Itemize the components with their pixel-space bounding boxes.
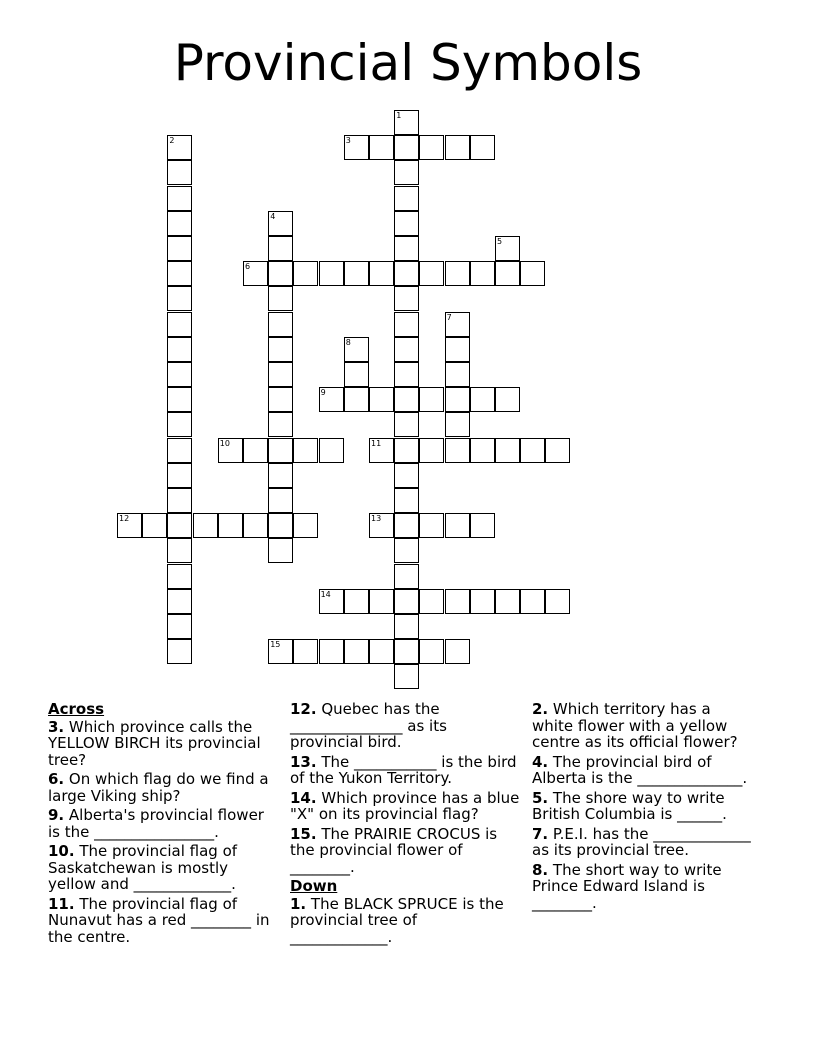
clue-across-13 bbox=[290, 754, 524, 787]
grid-cell[interactable] bbox=[167, 236, 192, 261]
clues-column-2 bbox=[290, 701, 524, 948]
grid-cell[interactable] bbox=[344, 589, 369, 614]
grid-cell[interactable] bbox=[167, 614, 192, 639]
cell-number: 5 bbox=[497, 237, 503, 246]
page-title: Provincial Symbols bbox=[173, 34, 643, 92]
grid-cell[interactable] bbox=[394, 337, 419, 362]
grid-cell[interactable] bbox=[344, 337, 369, 362]
clue-number: 8. bbox=[532, 860, 549, 879]
grid-cell[interactable] bbox=[167, 186, 192, 211]
grid-cell[interactable] bbox=[445, 513, 470, 538]
clue-down-7 bbox=[532, 826, 754, 859]
cell-number: 12 bbox=[119, 514, 130, 524]
grid-cell[interactable] bbox=[369, 387, 394, 412]
clue-across-6 bbox=[48, 771, 280, 804]
clue-across-10 bbox=[48, 843, 280, 893]
clue-down-5 bbox=[532, 790, 754, 823]
clue-number: 10. bbox=[48, 842, 75, 860]
grid-cell[interactable] bbox=[167, 463, 192, 488]
grid-cell[interactable] bbox=[117, 513, 142, 538]
grid-cell[interactable] bbox=[369, 639, 394, 664]
grid-cell[interactable] bbox=[394, 236, 419, 261]
grid-cell[interactable] bbox=[369, 513, 394, 538]
grid-cell[interactable] bbox=[319, 261, 344, 286]
clue-text: The provincial flag of Saskatchewan is mostly yellow and _____________. bbox=[48, 842, 238, 893]
cell-number: 1 bbox=[396, 111, 402, 120]
clue-across-15 bbox=[290, 826, 524, 876]
clue-across-9 bbox=[48, 807, 280, 840]
clue-text: The PRAIRIE CROCUS is the provincial flower of ________. bbox=[290, 824, 498, 876]
grid-cell[interactable] bbox=[167, 387, 192, 412]
grid-cell[interactable] bbox=[218, 438, 243, 463]
grid-cell[interactable] bbox=[268, 513, 293, 538]
grid-cell[interactable] bbox=[495, 261, 520, 286]
grid-cell[interactable] bbox=[419, 639, 444, 664]
clue-number: 9. bbox=[48, 806, 65, 824]
clue-number: 4. bbox=[532, 752, 549, 771]
clue-text: The BLACK SPRUCE is the provincial tree of _____________. bbox=[290, 894, 504, 946]
grid-cell[interactable] bbox=[319, 438, 344, 463]
grid-cell[interactable] bbox=[495, 387, 520, 412]
clue-number: 3. bbox=[48, 717, 65, 736]
grid-cell[interactable] bbox=[293, 261, 318, 286]
clues-column-1 bbox=[48, 701, 280, 948]
grid-cell[interactable] bbox=[268, 639, 293, 664]
grid-cell[interactable] bbox=[394, 186, 419, 211]
grid-cell[interactable] bbox=[419, 387, 444, 412]
cell-number: 15 bbox=[270, 640, 281, 650]
grid-cell[interactable] bbox=[545, 589, 570, 614]
grid-cell[interactable] bbox=[394, 211, 419, 236]
grid-cell[interactable] bbox=[167, 362, 192, 387]
clue-number: 2. bbox=[532, 700, 549, 718]
grid-cell[interactable] bbox=[394, 639, 419, 664]
grid-cell[interactable] bbox=[243, 438, 268, 463]
grid-cell[interactable] bbox=[167, 639, 192, 664]
grid-cell[interactable] bbox=[495, 236, 520, 261]
grid-cell[interactable] bbox=[394, 614, 419, 639]
grid-cell[interactable] bbox=[293, 639, 318, 664]
grid-cell[interactable] bbox=[167, 286, 192, 311]
grid-cell[interactable] bbox=[344, 135, 369, 160]
grid-cell[interactable] bbox=[319, 387, 344, 412]
grid-cell[interactable] bbox=[243, 513, 268, 538]
clue-text: Which province has a blue "X" on its provincial flag? bbox=[290, 788, 520, 823]
clue-down-4 bbox=[532, 754, 754, 787]
clue-down-2 bbox=[532, 701, 754, 751]
grid-cell[interactable] bbox=[167, 564, 192, 589]
grid-cell[interactable] bbox=[445, 261, 470, 286]
grid-cell[interactable] bbox=[520, 261, 545, 286]
clue-number: 7. bbox=[532, 824, 549, 843]
clue-number: 5. bbox=[532, 788, 549, 807]
grid-cell[interactable] bbox=[445, 362, 470, 387]
grid-cell[interactable] bbox=[445, 387, 470, 412]
grid-cell[interactable] bbox=[394, 589, 419, 614]
clue-number: 1. bbox=[290, 894, 307, 913]
grid-cell[interactable] bbox=[293, 438, 318, 463]
grid-cell[interactable] bbox=[167, 513, 192, 538]
grid-cell[interactable] bbox=[394, 286, 419, 311]
grid-cell[interactable] bbox=[369, 135, 394, 160]
cell-number: 9 bbox=[320, 388, 326, 398]
grid-cell[interactable] bbox=[268, 488, 293, 513]
grid-cell[interactable] bbox=[419, 589, 444, 614]
grid-cell[interactable] bbox=[470, 261, 495, 286]
clue-down-1 bbox=[290, 896, 524, 946]
clue-text: On which flag do we find a large Viking ship? bbox=[48, 770, 269, 805]
clue-down-8 bbox=[532, 862, 754, 912]
clue-text: The provincial flag of Nunavut has a red ________ in the centre. bbox=[48, 894, 270, 946]
clue-across-12 bbox=[290, 701, 524, 751]
grid-cell[interactable] bbox=[268, 538, 293, 563]
grid-cell[interactable] bbox=[419, 261, 444, 286]
across-heading: Across bbox=[48, 700, 105, 718]
grid-cell[interactable] bbox=[445, 589, 470, 614]
grid-cell[interactable] bbox=[268, 463, 293, 488]
cell-number: 8 bbox=[345, 337, 351, 347]
clue-text: P.E.I. has the _____________ as its provincial tree. bbox=[532, 824, 751, 859]
clue-text: Which province calls the YELLOW BIRCH its provincial tree? bbox=[48, 717, 261, 769]
cell-number: 11 bbox=[371, 438, 382, 448]
grid-cell[interactable] bbox=[268, 337, 293, 362]
grid-cell[interactable] bbox=[394, 538, 419, 563]
grid-cell[interactable] bbox=[419, 438, 444, 463]
clue-text: The ___________ is the bird of the Yukon Territory. bbox=[290, 752, 517, 787]
grid-cell[interactable] bbox=[394, 110, 419, 135]
grid-cell[interactable] bbox=[344, 261, 369, 286]
grid-cell[interactable] bbox=[520, 438, 545, 463]
clue-text: Quebec has the _______________ as its provincial bird. bbox=[290, 700, 447, 751]
grid-cell[interactable] bbox=[445, 312, 470, 337]
grid-cell[interactable] bbox=[268, 438, 293, 463]
clue-text: The provincial bird of Alberta is the ______________. bbox=[532, 752, 748, 787]
grid-cell[interactable] bbox=[167, 211, 192, 236]
grid-cell[interactable] bbox=[167, 160, 192, 185]
cell-number: 3 bbox=[345, 136, 351, 146]
clue-number: 13. bbox=[290, 752, 317, 771]
grid-cell[interactable] bbox=[470, 513, 495, 538]
cell-number: 14 bbox=[320, 589, 331, 599]
grid-cell[interactable] bbox=[319, 639, 344, 664]
grid-cell[interactable] bbox=[394, 564, 419, 589]
grid-cell[interactable] bbox=[243, 261, 268, 286]
grid-cell[interactable] bbox=[167, 312, 192, 337]
grid-cell[interactable] bbox=[445, 438, 470, 463]
cell-number: 2 bbox=[169, 136, 175, 146]
grid-cell[interactable] bbox=[470, 589, 495, 614]
grid-cell[interactable] bbox=[470, 438, 495, 463]
grid-cell[interactable] bbox=[394, 488, 419, 513]
grid-cell[interactable] bbox=[268, 261, 293, 286]
grid-cell[interactable] bbox=[394, 463, 419, 488]
clue-number: 14. bbox=[290, 788, 317, 807]
clue-across-14 bbox=[290, 790, 524, 823]
clues-column-3 bbox=[532, 701, 754, 914]
grid-cell[interactable] bbox=[344, 362, 369, 387]
grid-cell[interactable] bbox=[268, 286, 293, 311]
grid-cell[interactable] bbox=[268, 387, 293, 412]
grid-cell[interactable] bbox=[268, 211, 293, 236]
cell-number: 6 bbox=[245, 262, 251, 272]
grid-cell[interactable] bbox=[293, 513, 318, 538]
clue-number: 15. bbox=[290, 824, 317, 843]
grid-cell[interactable] bbox=[268, 362, 293, 387]
grid-cell[interactable] bbox=[167, 135, 192, 160]
grid-cell[interactable] bbox=[218, 513, 243, 538]
grid-cell[interactable] bbox=[167, 538, 192, 563]
cell-number: 13 bbox=[371, 514, 382, 524]
grid-cell[interactable] bbox=[470, 387, 495, 412]
grid-cell[interactable] bbox=[167, 412, 192, 437]
grid-cell[interactable] bbox=[445, 412, 470, 437]
grid-cell[interactable] bbox=[369, 438, 394, 463]
grid-cell[interactable] bbox=[545, 438, 570, 463]
grid-cell[interactable] bbox=[394, 312, 419, 337]
grid-cell[interactable] bbox=[394, 412, 419, 437]
grid-cell[interactable] bbox=[193, 513, 218, 538]
down-heading: Down bbox=[290, 877, 338, 895]
clue-text: Alberta's provincial flower is the ________________. bbox=[48, 806, 264, 841]
clue-number: 12. bbox=[290, 700, 317, 718]
grid-cell[interactable] bbox=[167, 337, 192, 362]
grid-cell[interactable] bbox=[520, 589, 545, 614]
grid-cell[interactable] bbox=[369, 589, 394, 614]
grid-cell[interactable] bbox=[495, 589, 520, 614]
grid-cell[interactable] bbox=[369, 261, 394, 286]
grid-cell[interactable] bbox=[394, 438, 419, 463]
clue-number: 11. bbox=[48, 894, 75, 913]
grid-cell[interactable] bbox=[445, 639, 470, 664]
grid-cell[interactable] bbox=[445, 337, 470, 362]
grid-cell[interactable] bbox=[319, 589, 344, 614]
grid-cell[interactable] bbox=[344, 387, 369, 412]
clue-across-3 bbox=[48, 719, 280, 769]
grid-cell[interactable] bbox=[419, 513, 444, 538]
grid-cell[interactable] bbox=[142, 513, 167, 538]
grid-cell[interactable] bbox=[167, 589, 192, 614]
grid-cell[interactable] bbox=[445, 135, 470, 160]
grid-cell[interactable] bbox=[167, 438, 192, 463]
grid-cell[interactable] bbox=[419, 135, 444, 160]
grid-cell[interactable] bbox=[394, 160, 419, 185]
grid-cell[interactable] bbox=[394, 362, 419, 387]
cell-number: 4 bbox=[270, 211, 276, 221]
grid-cell[interactable] bbox=[495, 438, 520, 463]
clue-text: The shore way to write British Columbia is ______. bbox=[532, 788, 727, 823]
grid-cell[interactable] bbox=[268, 412, 293, 437]
grid-cell[interactable] bbox=[167, 488, 192, 513]
grid-cell[interactable] bbox=[394, 387, 419, 412]
grid-cell[interactable] bbox=[470, 135, 495, 160]
grid-cell[interactable] bbox=[394, 261, 419, 286]
grid-cell[interactable] bbox=[268, 236, 293, 261]
grid-cell[interactable] bbox=[268, 312, 293, 337]
grid-cell[interactable] bbox=[394, 664, 419, 689]
cell-number: 7 bbox=[446, 312, 452, 322]
grid-cell[interactable] bbox=[167, 261, 192, 286]
clue-across-11 bbox=[48, 896, 280, 946]
grid-cell[interactable] bbox=[344, 639, 369, 664]
clue-text: Which territory has a white flower with a yellow centre as its official flower? bbox=[532, 700, 738, 751]
grid-cell[interactable] bbox=[394, 513, 419, 538]
clue-number: 6. bbox=[48, 770, 65, 788]
grid-cell[interactable] bbox=[394, 135, 419, 160]
clue-text: The short way to write Prince Edward Island is ________. bbox=[532, 860, 722, 912]
cell-number: 10 bbox=[219, 438, 230, 448]
